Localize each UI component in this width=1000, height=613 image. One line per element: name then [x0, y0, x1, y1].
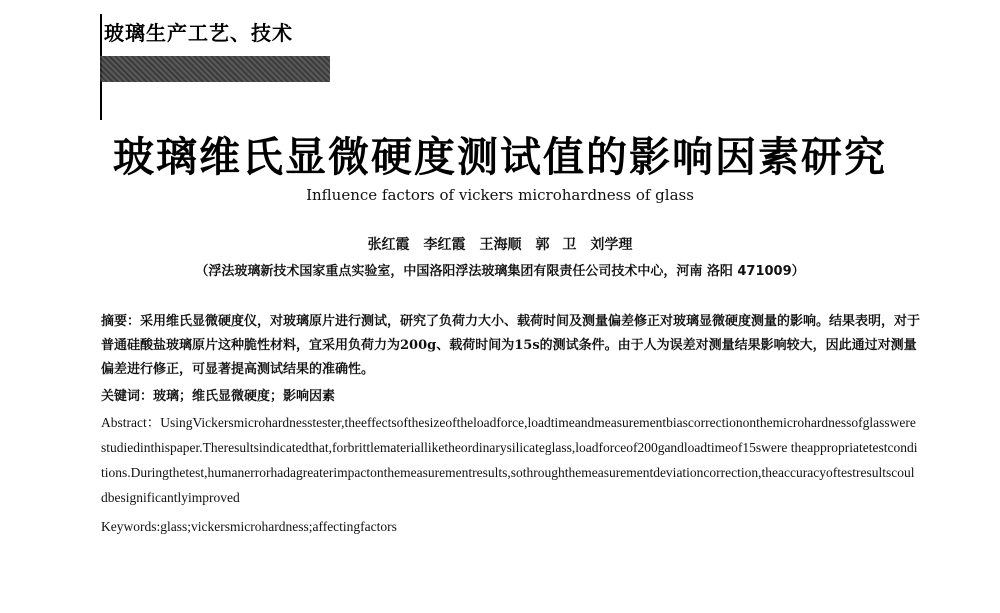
section-texture-bar — [100, 56, 330, 82]
paper-title: 玻璃维氏显微硬度测试值的影响因素研究 — [113, 133, 887, 181]
affiliation: （浮法玻璃新技术国家重点实验室，中国洛阳浮法玻璃集团有限责任公司技术中心，河南 洛阳 471009） — [195, 264, 805, 279]
keywords-cn: 关键词：玻璃；维氏显微硬度；影响因素 — [101, 389, 336, 404]
authors: 张红霞 李红霞 王海顺 郭 卫 刘学理 — [367, 237, 633, 253]
abstract-cn: 摘要：采用维氏显微硬度仪，对玻璃原片进行测试，研究了负荷力大小、载荷时间及测量偏差修正对玻璃显微硬度测量的影响。结果表明，对于普通硅酸盐玻璃原片这种脆性材料，宜采用负荷力为200g、载荷时间为15s的测试条件。由于人为误差对测量结果影响较大，因此通过对测量偏差进行修正，可显著提高测试结果的准确性。 — [101, 314, 921, 377]
keywords-en: Keywords:glass;vickersmicrohardness;affectingfactors — [101, 519, 397, 534]
section-header — [100, 20, 340, 46]
abstract-en: Abstract：UsingVickersmicrohardnesstester,theeffectsofthesizeoftheloadforce,loadtimeandmeasurementbiascorrectiononthemicrohardnessofglasswerestudiedinthispaper.Theresultsindicatedthat,forbrittlematerialliketheordinarysilicateglass,loadforceof200gandloadtimeof15swere theappropriatetestconditions.Duringthetest,humanerrorhadagreaterimpactonthemeasurementresults,sothroughthemeasurementdeviationcorrection,theaccuracyoftestresultscouldbesignificantlyimproved — [101, 415, 918, 505]
paper-subtitle-en: Influence factors of vickers microhardness of glass — [306, 186, 694, 204]
section-label: 玻璃生产工艺、技术 — [104, 21, 293, 45]
